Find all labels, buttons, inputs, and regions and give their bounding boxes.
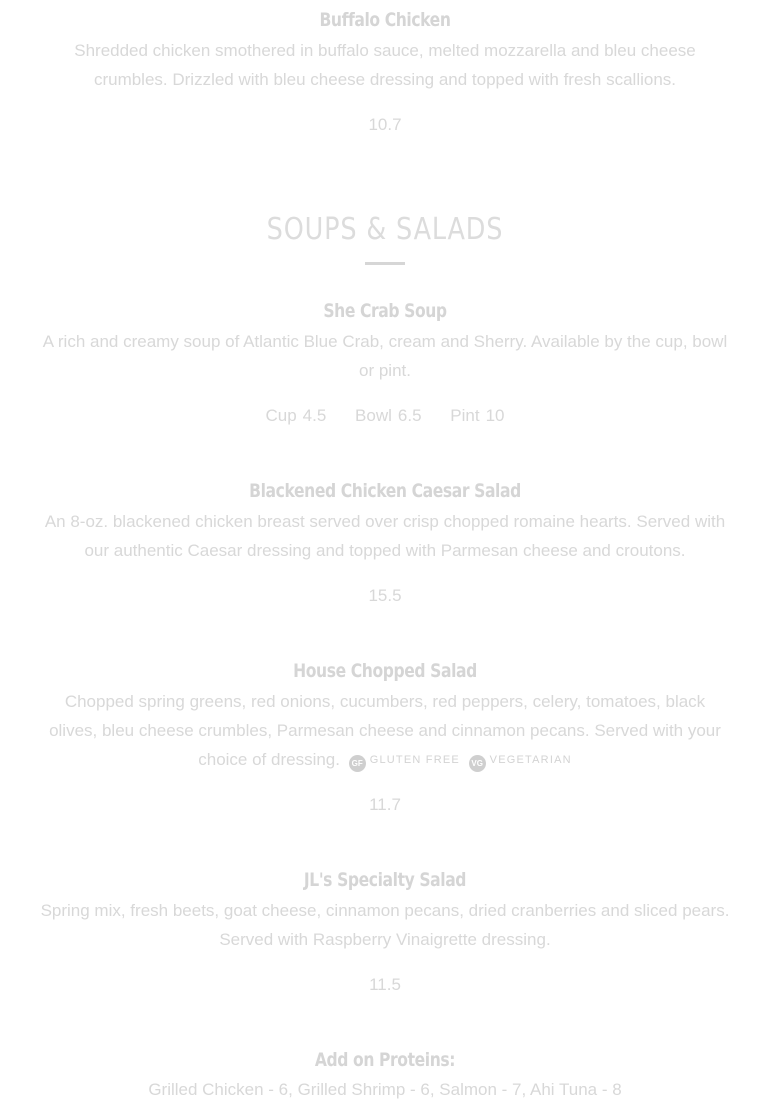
- specialty-salad-description: Spring mix, fresh beets, goat cheese, cinnamon pecans, dried cranberries and sliced pears. Served with Raspberry Vinaigrette dressing.: [40, 901, 730, 949]
- size-option-pint: Pint 10: [450, 406, 505, 425]
- vegetarian-icon: VG: [469, 755, 486, 772]
- add-on-proteins-title: Add on Proteins:: [314, 1049, 456, 1071]
- section-divider: [365, 262, 405, 265]
- she-crab-soup-sizes: [0, 405, 770, 427]
- house-chopped-salad-text: Chopped spring greens, red onions, cucumbers, red peppers, celery, tomatoes, black olives, bleu cheese crumbles, Parmesan cheese and cinnamon pecans. Served with your choice of dressing.: [49, 692, 721, 769]
- specialty-salad-price: 11.5: [369, 975, 401, 994]
- buffalo-chicken-price: 10.7: [368, 115, 402, 134]
- section-title: SOUPS & SALADS: [266, 212, 504, 247]
- caesar-salad-price: 15.5: [368, 586, 402, 605]
- house-chopped-salad-description: [40, 687, 730, 775]
- she-crab-soup-description: A rich and creamy soup of Atlantic Blue Crab, cream and Sherry. Available by the cup, bowl or pint.: [42, 332, 728, 380]
- size-option-cup: Cup 4.5: [265, 406, 327, 425]
- caesar-salad-description: An 8-oz. blackened chicken breast served over crisp chopped romaine hearts. Served with our authentic Caesar dressing and topped with Parmesan cheese and croutons.: [44, 512, 726, 560]
- house-chopped-salad-price: 11.7: [369, 795, 401, 814]
- house-chopped-salad-title: House Chopped Salad: [293, 660, 477, 682]
- specialty-salad-title: JL's Specialty Salad: [303, 869, 467, 891]
- gluten-free-badge: GF GLUTEN FREE: [349, 746, 460, 775]
- gluten-free-icon: GF: [349, 755, 366, 772]
- size-option-bowl: Bowl 6.5: [355, 406, 422, 425]
- buffalo-chicken-description: Shredded chicken smothered in buffalo sauce, melted mozzarella and bleu cheese crumbles. Drizzled with bleu cheese dressing and topped with fresh scallions.: [74, 41, 696, 89]
- vegetarian-badge: VG VEGETARIAN: [469, 746, 572, 775]
- she-crab-soup-title: She Crab Soup: [323, 300, 447, 322]
- add-on-proteins-list: Grilled Chicken - 6, Grilled Shrimp - 6, Salmon - 7, Ahi Tuna - 8: [148, 1080, 622, 1099]
- caesar-salad-title: Blackened Chicken Caesar Salad: [249, 480, 521, 502]
- buffalo-chicken-title: Buffalo Chicken: [319, 9, 451, 31]
